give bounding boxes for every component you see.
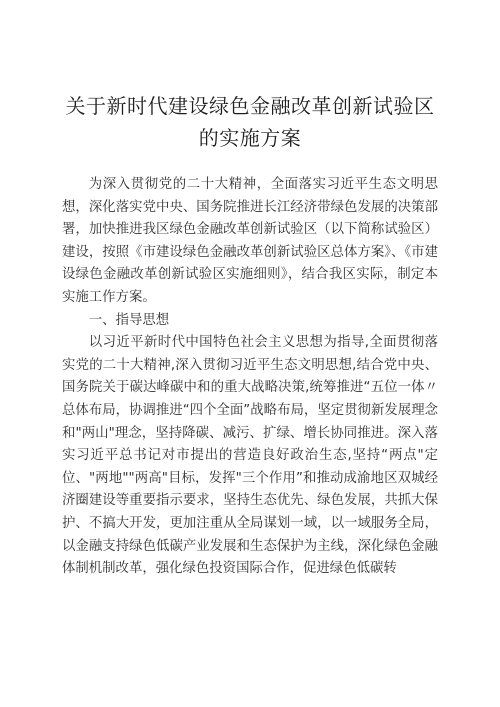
document-title: 关于新时代建设绿色金融改革创新试验区的实施方案 <box>65 94 435 150</box>
section-heading-guiding-ideology: 一、指导思想 <box>88 312 170 328</box>
intro-paragraph: 为深入贯彻党的二十大精神，全面落实习近平生态文明思想，深化落实党中央、国务院推进长江经济带绿色发展的决策部署，加快推进我区绿色金融改革创新试验区（以下简称试验区）建设，按照《市建设绿色金融改革创新试验区总体方案》、《市建设绿色金融改革创新试验区实施细则》，结合我区实际，制定本实施工作方案。 <box>62 177 438 305</box>
guiding-ideology-paragraph: 以习近平新时代中国特色社会主义思想为指导,全面贯彻落实党的二十大精神,深入贯彻习近平生态文明思想,结合党中央、国务院关于碳达峰碳中和的重大战略决策,统筹推进“五位一体〃总体布局，协调推进“四个全面”战略布局，坚定贯彻新发展理念和"两山"理念，坚持降碳、减污、扩绿、增长协同推进。深入落实习近平总书记对市提出的营造良好政治生态,坚持“两点"定位、"两地""两高"目标，发挥"三个作用”和推动成渝地区双城经济圈建设等重要指示要求，坚持生态优先、绿色发展，共抓大保护、不搞大开发，更加注重从全局谋划一域，以一域服务全局，以金融支持绿色低碳产业发展和生态保护为主线，深化绿色金融体制机制改革，强化绿色投资国际合作，促进绿色低碳转 <box>62 335 438 577</box>
